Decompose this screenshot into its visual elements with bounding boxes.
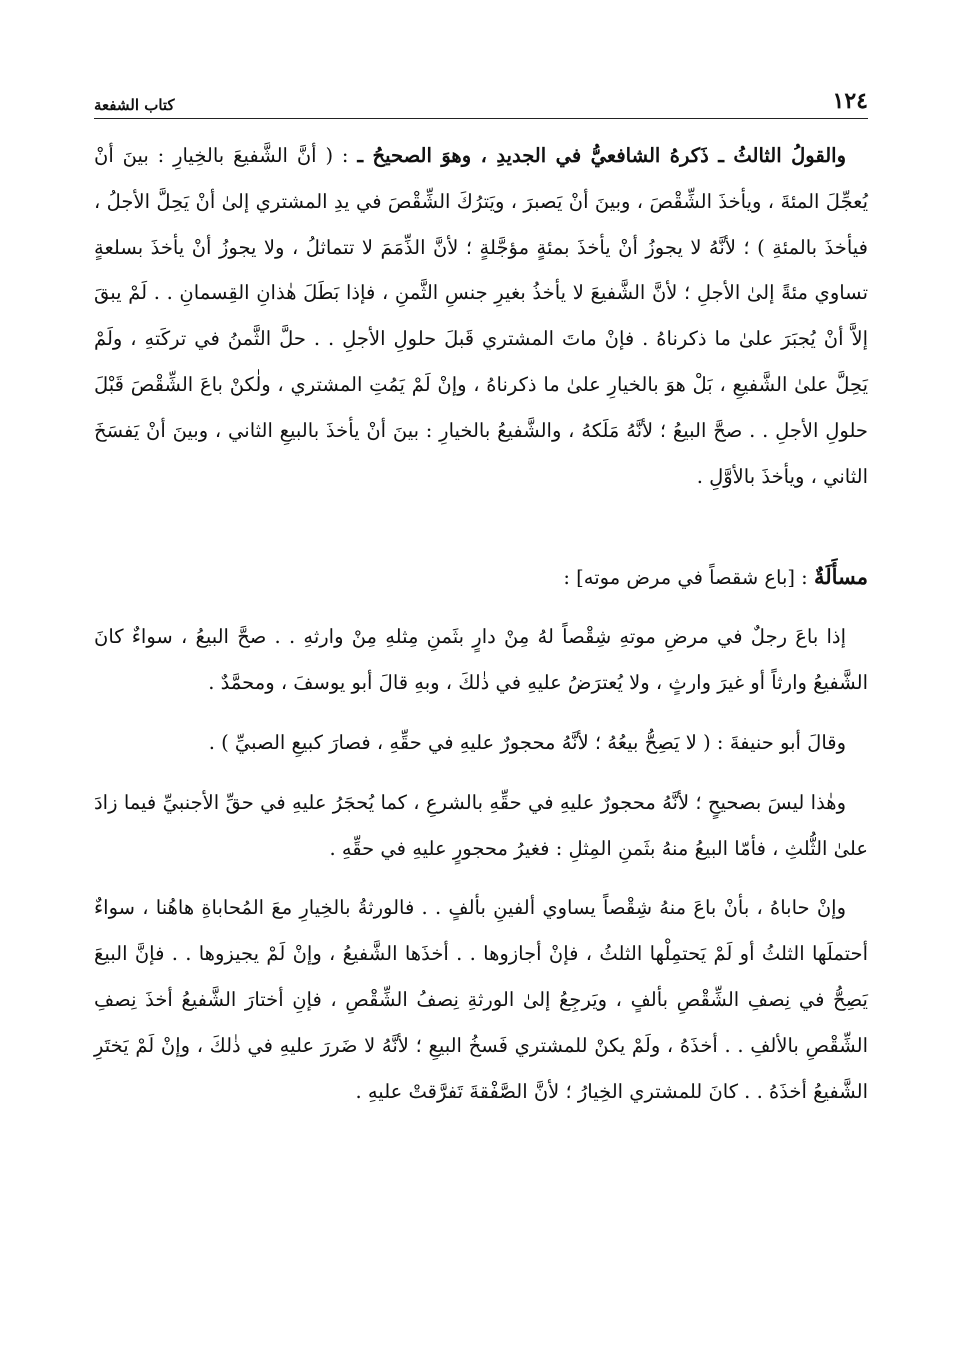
paragraph-abu-hanifa: وقالَ أبو حنيفةَ : ( لا يَصِحُّ بيعُهُ ؛ لأنَّهُ محجورٌ عليهِ في حقِّهِ ، فصارَ كبيعِ الصبيِّ ) .	[208, 730, 846, 754]
third-opinion-text: : ( أنَّ الشَّفيعَ بالخِيارِ : بينَ أنْ يُعجِّلَ المئةَ ، ويأخذَ الشِّقْصَ ، وبينَ أنْ يَصبرَ ، ويَترُكَ الشِّقْصَ في يدِ المشتري إلىٰ أنْ يَحِلَّ الأجلُ ، فيأخذَ بالمئةِ ) ؛ لأنَّهُ لا يجوزُ أنْ يأخذَ بمئةٍ مؤجَّلةٍ ؛ لأنَّ الذِّمَمَ لا تتماثلُ ، ولا يجوزُ أنْ يأخذَ بسلعةٍ تساوي مئةً إلىٰ الأجلِ ؛ لأنَّ الشَّفيعَ لا يأخذُ بغيرِ جنسِ الثَّمنِ ، فإذا بَطَلَ هٰذانِ القِسمانِ . . لَمْ يبقَ إلاَّ أنْ يُجبَرَ علىٰ ما ذكرناهُ . فإنْ ماتَ المشتري قَبلَ حلولِ الأجلِ . . حلَّ الثَّمنُ في تركَتهِ ، ولَمْ يَحِلَّ علىٰ الشَّفيعِ ، بَلْ هوَ بالخيارِ علىٰ ما ذكرناهُ ، وإنْ لَمْ يَمُتِ المشتري ، ولٰكنْ باعَ الشِّقْصَ قَبْلَ حلولِ الأجلِ . . صحَّ البيعُ ؛ لأنَّهُ مَلَكهُ ، والشَّفيعُ بالخيارِ : بينَ أنْ يأخذَ بالبيعِ الثاني ، وبينَ أنْ يَفسَخَ الثاني ، ويأخذَ بالأوَّلِ .	[94, 144, 868, 488]
paragraph-sale-in-illness: إذا باعَ رجلٌ في مرضِ موتهِ شِقْصاً لهُ مِنْ دارٍ بثَمنِ مِثلهِ مِنْ وارثهِ . . صحَّ البيعُ ، سواءٌ كانَ الشَّفيعُ وارثاً أو غيرَ وارثٍ ، ولا يُعترَضُ عليهِ في ذٰلكَ ، وبهِ قالَ أبو يوسفَ ، ومحمَّدٌ .	[94, 625, 868, 695]
masala-heading	[94, 555, 868, 600]
masala-title: : [باع شقصاً في مرض موته] :	[563, 566, 814, 590]
page-number: ١٢٤	[832, 88, 868, 114]
paragraph-refutation: وهٰذا ليسَ بصحيحٍ ؛ لأنَّهُ محجورٌ عليهِ في حقِّهِ بالشرعِ ، كما يُحجَرُ عليهِ في حقِّ الأجنبيِّ فيما زادَ علىٰ الثُّلثِ ، فأمّا البيعُ منهُ بثَمنِ المِثلِ : فغيرُ محجورٍ عليهِ في حقِّهِ .	[94, 790, 868, 860]
running-title: كتاب الشفعة	[94, 96, 175, 114]
third-opinion-heading: والقولُ الثالثُ ـ ذَكرهُ الشافعيُّ في الجديدِ ، وهوَ الصحيحُ ـ	[357, 144, 846, 167]
paragraph-favoritism: وإنْ حاباهُ ، بأنْ باعَ منهُ شِقْصاً يساوي ألفينِ بألفٍ . . فالورثةُ بالخِيارِ معَ المُحاباةِ هاهُنا ، سواءٌ أحتملَها الثلثُ أو لَمْ يَحتمِلْها الثلثُ ، فإنْ أجازوها . . أخذَها الشَّفيعُ ، وإنْ لَمْ يجيزوها . . فإنَّ البيعَ يَصِحُّ في نِصفِ الشِّقْصِ بألفٍ ، ويَرجِعُ إلىٰ الورثةِ نِصفُ الشِّقْصِ ، فإنِ أختارَ الشَّفيعُ أخذَ نِصفِ الشِّقْصِ بالألفِ . . أخذَهُ ، ولَمْ يكنْ للمشتري فَسخُ البيعِ ؛ لأنَّهُ لا ضَررَ عليهِ في ذٰلكَ ، وإنْ لَمْ يَختَرِ الشَّفيعُ أخذَهُ . . كانَ للمشتري الخِيارُ ؛ لأنَّ الصَّفْقةَ تَفرَّقتْ عليهِ .	[94, 896, 868, 1103]
page-header	[94, 84, 868, 119]
masala-label: مسأَلَةٌ	[813, 564, 868, 590]
paragraph-third-opinion	[94, 133, 868, 499]
